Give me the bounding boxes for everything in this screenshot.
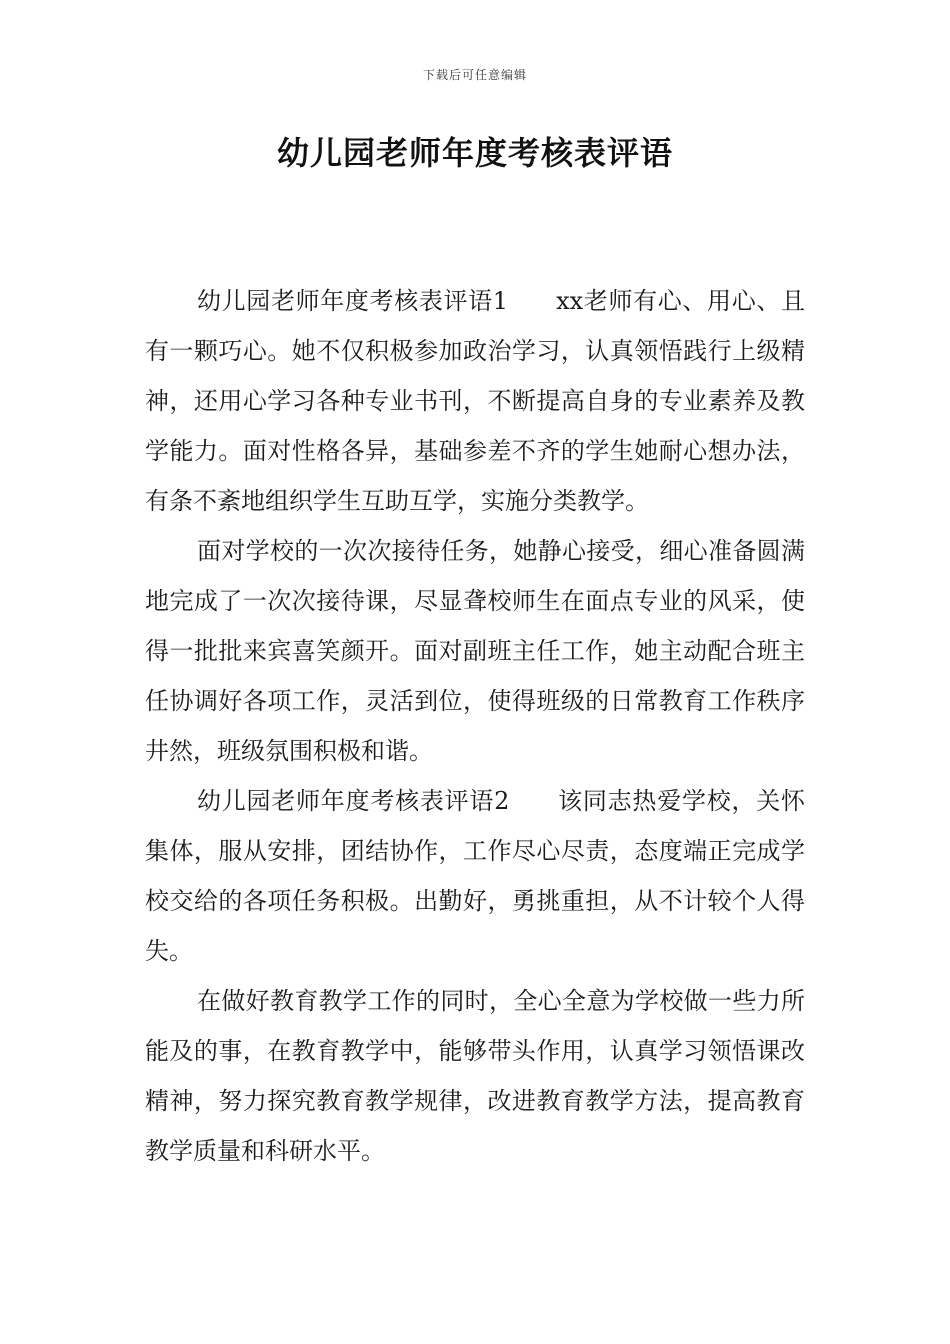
section-heading-1: 幼儿园老师年度考核表评语1 [197,287,509,315]
section-heading-2: 幼儿园老师年度考核表评语2 [197,787,510,815]
paragraph-2 [145,526,805,776]
paragraph-3 [145,776,805,976]
paragraph-text-1: xx老师有心、用心、且有一颗巧心。她不仅积极参加政治学习，认真领悟践行上级精神，还用心学习各种专业书刊，不断提高自身的专业素养及教学能力。面对性格各异，基础参差不齐的学生她耐心想办法，有条不紊地组织学生互助互学，实施分类教学。 [145,287,805,515]
document-title: 幼儿园老师年度考核表评语 [276,134,673,172]
paragraph-text-3: 该同志热爱学校，关怀集体，服从安排，团结协作，工作尽心尽责，态度端正完成学校交给的各项任务积极。出勤好，勇挑重担，从不计较个人得失。 [145,787,805,965]
paragraph-text-2: 面对学校的一次次接待任务，她静心接受，细心准备圆满地完成了一次次接待课，尽显聋校师生在面点专业的风采，使得一批批来宾喜笑颜开。面对副班主任工作，她主动配合班主任协调好各项工作，灵活到位，使得班级的日常教育工作秩序井然，班级氛围积极和谐。 [145,537,805,765]
paragraph-1 [145,276,805,526]
header-note: 下载后可任意编辑 [422,68,527,82]
paragraph-text-4: 在做好教育教学工作的同时，全心全意为学校做一些力所能及的事，在教育教学中，能够带头作用，认真学习领悟课改精神，努力探究教育教学规律，改进教育教学方法，提高教育教学质量和科研水平。 [145,987,805,1165]
document-body [145,276,805,1176]
paragraph-4 [145,976,805,1176]
